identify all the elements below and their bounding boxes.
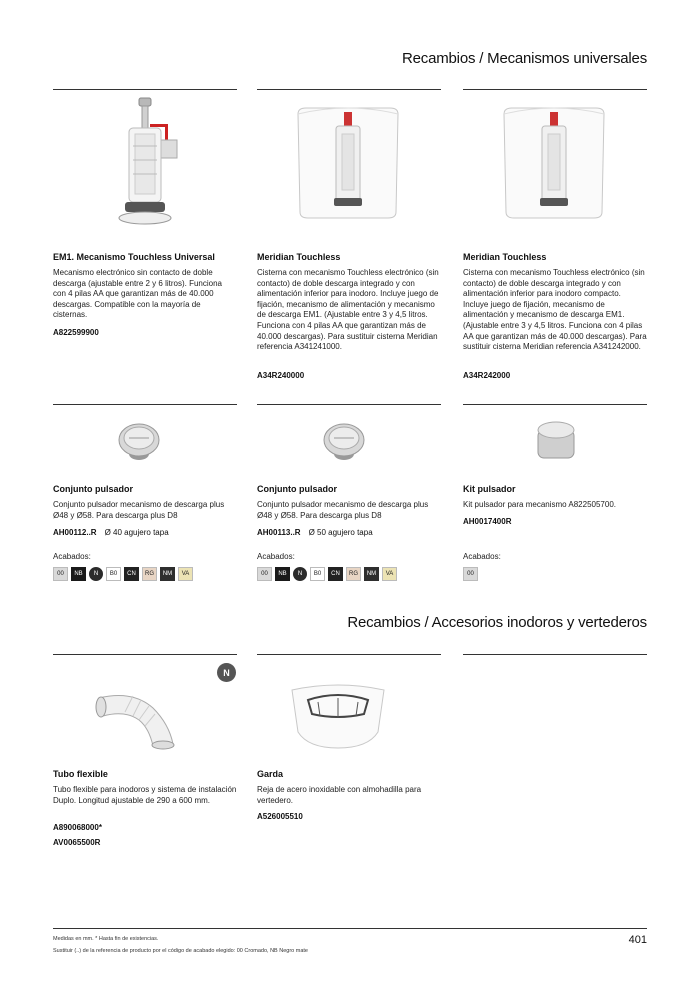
swatch-b0: B0 (310, 567, 325, 581)
swatch-00: 00 (257, 567, 272, 581)
pulsador2-ref: AH00113..R (257, 528, 301, 537)
swatch-n: N (293, 567, 307, 581)
footer-note-1: Medidas en mm. * Hasta fin de existencias. (53, 936, 159, 942)
kit-ref: AH0017400R (463, 517, 512, 526)
pulsador1-title: Conjunto pulsador (53, 484, 133, 494)
divider (53, 404, 237, 405)
swatch-00: 00 (463, 567, 478, 581)
garda-description: Reja de acero inoxidable con almohadilla para vertedero. (257, 785, 422, 805)
swatch-nb: NB (275, 567, 290, 581)
page-number: 401 (628, 934, 647, 946)
garda-title: Garda (257, 769, 284, 779)
meridian-compact-cistern-image (498, 100, 610, 222)
kit-acabados-label: Acabados: (463, 552, 501, 561)
swatch-00: 00 (53, 567, 68, 581)
kit-pulsador-image (532, 418, 580, 466)
meridian2-title: Meridian Touchless (463, 252, 547, 262)
swatch-va: VA (178, 567, 193, 581)
footer-divider (53, 928, 647, 929)
divider (463, 89, 647, 90)
meridian2-ref: A34R242000 (463, 371, 511, 380)
meridian-cistern-image (292, 100, 404, 222)
pulsador1-ref: AH00112..R (53, 528, 97, 537)
pulsador2-title: Conjunto pulsador (257, 484, 337, 494)
swatch-va: VA (382, 567, 397, 581)
swatch-cn: CN (124, 567, 139, 581)
divider (463, 404, 647, 405)
divider (257, 404, 441, 405)
pulsador1-acabados-label: Acabados: (53, 552, 91, 561)
pulsador-58-image (320, 418, 368, 466)
swatch-nm: NM (364, 567, 379, 581)
pulsador2-swatches (257, 567, 397, 581)
section-title-accesorios: Recambios / Accesorios inodoros y vertederos (347, 614, 647, 631)
divider (257, 89, 441, 90)
meridian1-description: Cisterna con mecanismo Touchless electrónico (sin contacto) de doble descarga integrado y con alimentación inferior para inodoro. Incluye juego de fijación, mecanismo de alimentación y mecanismo de descarga EM1. (Ajustable entre 3 y 4,5 litros. Funciona con 4 pilas AA que garantizan más de 40.000 descargas). Para sustituir cisterna Meridian referencia A341241000. (257, 268, 439, 352)
pulsador1-description: Conjunto pulsador mecanismo de descarga plus Ø48 y Ø58. Para descarga plus D8 (53, 500, 225, 520)
kit-title: Kit pulsador (463, 484, 516, 494)
tubo-flexible-image (93, 668, 199, 750)
tubo-ref-1: A890068000* (53, 823, 102, 832)
swatch-b0: B0 (106, 567, 121, 581)
pulsador2-acabados-label: Acabados: (257, 552, 295, 561)
new-badge: N (217, 663, 236, 682)
swatch-cn: CN (328, 567, 343, 581)
footer-note-2: Sustituir (..) de la referencia de producto por el código de acabado elegido: 00 Cromado, NB Negro mate (53, 948, 308, 954)
divider (53, 89, 237, 90)
divider (53, 654, 237, 655)
swatch-nb: NB (71, 567, 86, 581)
pulsador2-description: Conjunto pulsador mecanismo de descarga plus Ø48 y Ø58. Para descarga plus D8 (257, 500, 429, 520)
garda-ref: A526005510 (257, 812, 303, 821)
em1-title: EM1. Mecanismo Touchless Universal (53, 252, 215, 262)
em1-mechanism-image (95, 96, 195, 228)
tubo-description: Tubo flexible para inodoros y sistema de instalación Duplo. Longitud ajustable de 290 a 600 mm. (53, 785, 237, 805)
tubo-title: Tubo flexible (53, 769, 108, 779)
em1-description: Mecanismo electrónico sin contacto de doble descarga (ajustable entre 2 y 6 litros). Funciona con 4 pilas AA que garantizan más de 40.000 descargas. Compatible con la mayoría de cisternas. (53, 268, 222, 320)
pulsador2-ref-note: Ø 50 agujero tapa (308, 528, 373, 537)
pulsador-48-image (115, 418, 163, 466)
swatch-rg: RG (142, 567, 157, 581)
em1-ref: A822599900 (53, 328, 99, 337)
meridian1-ref: A34R240000 (257, 371, 305, 380)
divider (463, 654, 647, 655)
swatch-rg: RG (346, 567, 361, 581)
pulsador1-ref-note: Ø 40 agujero tapa (104, 528, 169, 537)
swatch-n: N (89, 567, 103, 581)
garda-image (288, 672, 388, 752)
kit-swatches (463, 567, 478, 581)
tubo-ref-2: AV0065500R (53, 838, 101, 847)
divider (257, 654, 441, 655)
swatch-nm: NM (160, 567, 175, 581)
meridian1-title: Meridian Touchless (257, 252, 341, 262)
kit-description: Kit pulsador para mecanismo A822505700. (463, 500, 616, 509)
section-title-mecanismos: Recambios / Mecanismos universales (402, 50, 647, 67)
pulsador1-swatches (53, 567, 193, 581)
meridian2-description: Cisterna con mecanismo Touchless electrónico (sin contacto) de doble descarga integrado y con alimentación inferior para inodoro compacto. Incluye juego de fijación, mecanismo de alimentación y mecanismo de descarga EM1. (Ajustable entre 3 y 4,5 litros. Funciona con 4 pilas AA que garantizan más de 40.000 descargas). Para sustituir cisterna Meridian referencia A341242000. (463, 268, 647, 352)
